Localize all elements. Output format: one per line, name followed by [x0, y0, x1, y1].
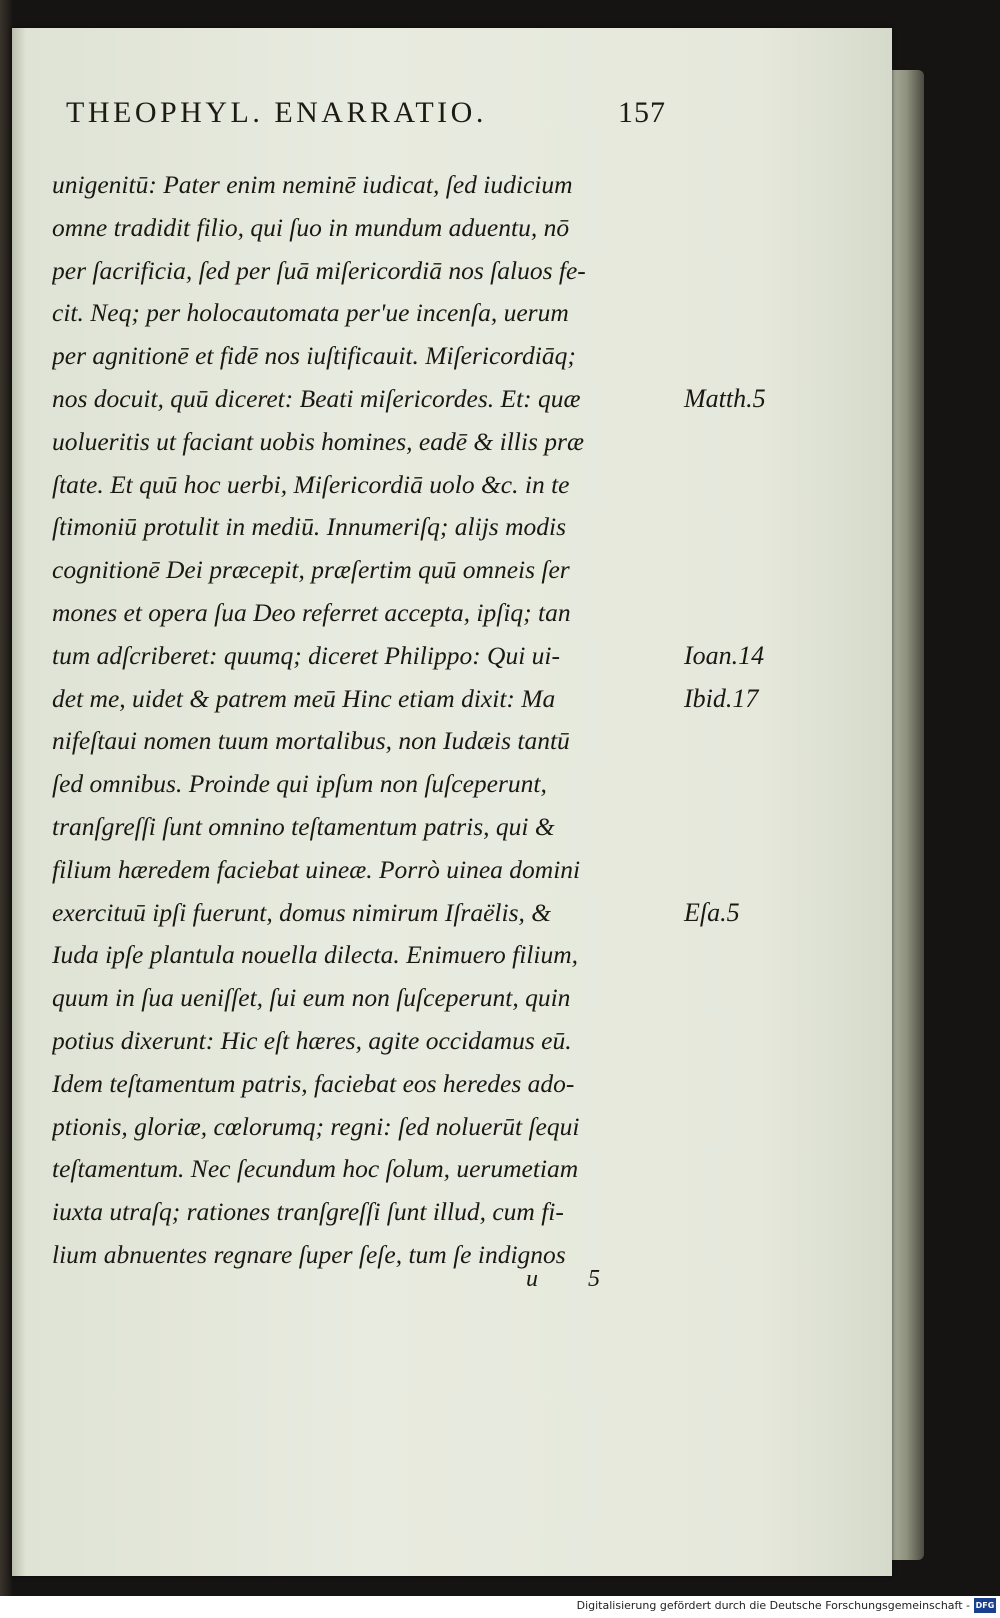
footer-credit: Digitalisierung gefördert durch die Deutsche Forschungsgemeinschaft -	[576, 1599, 970, 1612]
text-line: uolueritis ut faciant uobis homines, eadē & illis præ	[52, 426, 584, 456]
text-line: filium hæredem faciebat uineæ. Porrò uinea domini	[52, 854, 581, 884]
text-line: unigenitū: Pater enim neminē iudicat, ſed iudicium	[52, 170, 573, 199]
text-line: cit. Neq; per holocautomata per'ue incenſa, uerum	[52, 298, 569, 328]
text-line: nos docuit, quū diceret: Beati miſericordes. Et: quæ	[52, 383, 581, 413]
text-line: Idem teſtamentum patris, faciebat eos heredes ado-	[52, 1068, 575, 1098]
text-line: Iuda ipſe plantula nouella dilecta. Enimuero filium,	[52, 940, 578, 970]
text-line: tranſgreſſi ſunt omnino teſtamentum patris, qui &	[52, 811, 555, 841]
text-line: ſtimoniū protulit in mediū. Innumeriſq; alijs modis	[52, 512, 567, 542]
text-line: mones et opera ſua Deo referret accepta, ipſiq; tan	[52, 597, 571, 627]
text-line: teſtamentum. Nec ſecundum hoc ſolum, uerumetiam	[52, 1154, 579, 1184]
signature-mark: u 5	[526, 1266, 622, 1292]
margin-note: Ioan.14	[684, 640, 765, 670]
body-text	[52, 164, 682, 1277]
running-head	[66, 96, 666, 146]
text-line: nifeſtaui nomen tuum mortalibus, non Iudæis tantū	[52, 726, 570, 756]
text-line: quum in ſua ueniſſet, ſui eum non ſuſceperunt, quin	[52, 983, 571, 1013]
text-line: ptionis, gloriæ, cœlorumq; regni: ſed noluerūt ſequi	[52, 1111, 580, 1141]
text-line: per ſacrificia, ſed per ſuā miſericordiā nos ſaluos fe-	[52, 255, 586, 285]
book-spine-edge	[0, 0, 12, 1596]
text-line: per agnitionē et fidē nos iuſtificauit. Miſericordiāq;	[52, 341, 576, 371]
text-line: exercituū ipſi fuerunt, domus nimirum Iſraëlis, &	[52, 897, 552, 927]
dfg-logo-icon: DFG	[974, 1598, 996, 1613]
text-line: ſed omnibus. Proinde qui ipſum non ſuſceperunt,	[52, 769, 547, 799]
text-line: det me, uidet & patrem meū Hinc etiam dixit: Ma	[52, 683, 556, 713]
text-line: lium abnuentes regnare ſuper ſeſe, tum ſe indignos	[52, 1239, 566, 1269]
text-line: omne tradidit filio, qui ſuo in mundum aduentu, nō	[52, 212, 570, 242]
text-line: iuxta utraſq; rationes tranſgreſſi ſunt illud, cum fi-	[52, 1197, 564, 1227]
margin-note: Ibid.17	[684, 683, 759, 713]
text-line: tum adſcriberet: quumq; diceret Philippo: Qui ui-	[52, 640, 561, 670]
margin-note: Eſa.5	[684, 897, 740, 927]
text-line: potius dixerunt: Hic eſt hæres, agite occidamus eū.	[52, 1025, 572, 1055]
text-line: ſtate. Et quū hoc uerbi, Miſericordiā uolo &c. in te	[52, 469, 570, 499]
running-title: THEOPHYL. ENARRATIO.	[66, 96, 487, 129]
margin-note: Matth.5	[684, 384, 766, 413]
page-number: 157	[618, 96, 666, 129]
text-line: cognitionē Dei præcepit, præſertim quū omneis ſer	[52, 555, 570, 585]
